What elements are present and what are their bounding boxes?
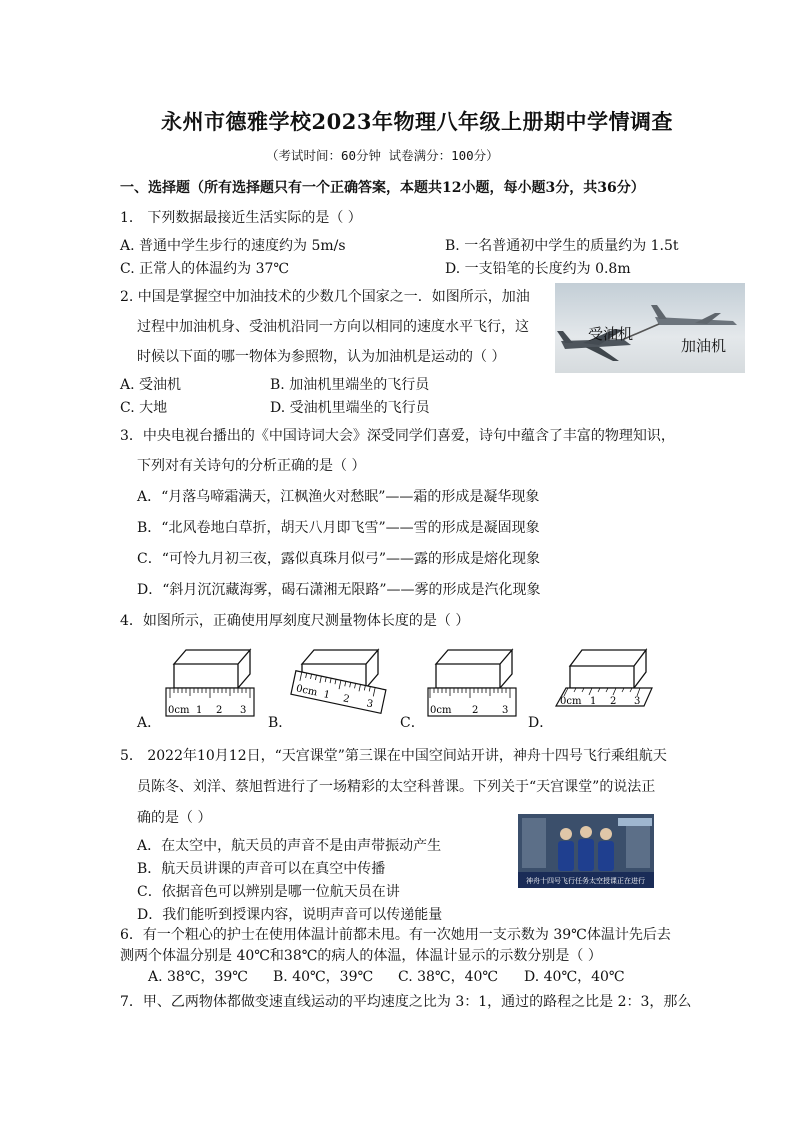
q5-line2: 员陈冬、刘洋、蔡旭哲进行了一场精彩的太空科普课。下列关于“天宫课堂”的说法正 <box>137 779 656 795</box>
q6-line1: 6．有一个粗心的护士在使用体温计前都未甩。有一次她用一支示数为 39℃体温计先后去 <box>120 927 671 943</box>
ruler-label-3: 3 <box>634 696 641 707</box>
q1-option-a: A. 普通中学生步行的速度约为 5m/s <box>120 238 346 254</box>
ruler-figure-d <box>552 644 656 724</box>
q3-option-a: A．“月落乌啼霜满天，江枫渔火对愁眠”——霜的形成是凝华现象 <box>137 489 540 505</box>
q5-line1: 5． 2022年10月12日，“天宫课堂”第三课在中国空间站开讲，神舟十四号飞行乘组航天 <box>120 748 667 764</box>
ruler-figure-b <box>288 644 388 724</box>
receiver-label: 受油机 <box>588 325 634 343</box>
ruler-label-2: 2 <box>610 696 617 707</box>
ruler-figure-c <box>422 644 522 724</box>
q4-option-c: C． <box>400 715 425 731</box>
exam-info: （考试时间：60分钟 试卷满分：100分） <box>266 148 499 163</box>
q1-option-b: B. 一名普通初中学生的质量约为 1.5t <box>445 238 679 254</box>
q3-option-c: C．“可怜九月初三夜，露似真珠月似弓”——露的形成是熔化现象 <box>137 551 541 567</box>
ruler-label-3: 3 <box>502 705 509 716</box>
ruler-label-0: 0cm <box>168 705 190 716</box>
q5-option-b: B．航天员讲课的声音可以在真空中传播 <box>137 861 386 877</box>
q5-option-d: D．我们能听到授课内容，说明声音可以传递能量 <box>137 907 443 923</box>
ruler-label-1: 1 <box>590 696 597 707</box>
q2-option-a: A. 受油机 <box>120 377 182 393</box>
ruler-label-2: 2 <box>341 693 351 706</box>
q6-option-b: B. 40℃，39℃ <box>273 969 374 985</box>
q6-option-a: A. 38℃，39℃ <box>148 969 248 985</box>
q4-stem: 4．如图所示，正确使用厚刻度尺测量物体长度的是（ ） <box>120 613 470 629</box>
q4-option-d: D． <box>528 715 554 731</box>
q2-line2: 过程中加油机身、受油机沿同一方向以相同的速度水平飞行，这 <box>137 319 529 335</box>
ruler-label-1: 1 <box>322 689 331 702</box>
page-title: 永州市德雅学校2023年物理八年级上册期中学情调查 <box>161 109 673 134</box>
photo-caption: 神舟十四号飞行任务太空授课正在进行 <box>526 877 645 885</box>
ruler-figure-a <box>160 644 260 724</box>
q2-line3: 时候以下面的哪一物体为参照物，认为加油机是运动的（ ） <box>137 349 506 365</box>
q2-option-d: D. 受油机里端坐的飞行员 <box>270 400 430 416</box>
q1-stem: 1． 下列数据最接近生活实际的是（ ） <box>120 210 362 226</box>
ruler-label-2: 2 <box>216 705 223 716</box>
ruler-label-0: 0cm <box>295 683 319 699</box>
q5-option-a: A．在太空中，航天员的声音不是由声带振动产生 <box>137 838 442 854</box>
q2-line1: 2. 中国是掌握空中加油技术的少数几个国家之一．如图所示，加油 <box>120 289 530 305</box>
q3-line2: 下列对有关诗句的分析正确的是（ ） <box>137 458 366 474</box>
ruler-label-3: 3 <box>240 705 247 716</box>
q6-option-d: D. 40℃，40℃ <box>524 969 625 985</box>
space-classroom-photo <box>518 814 654 888</box>
section-heading: 一、选择题（所有选择题只有一个正确答案，本题共12小题，每小题3分，共36分） <box>120 180 645 196</box>
ruler-label-2: 2 <box>472 705 479 716</box>
q3-line1: 3．中央电视台播出的《中国诗词大会》深受同学们喜爱，诗句中蕴含了丰富的物理知识， <box>120 428 675 444</box>
q5-line3: 确的是（ ） <box>137 810 212 826</box>
ruler-label-0: 0cm <box>430 705 452 716</box>
ruler-label-3: 3 <box>365 698 374 711</box>
q2-option-c: C. 大地 <box>120 400 168 416</box>
ruler-label-0: 0cm <box>560 696 582 707</box>
aircraft-icon <box>555 283 745 373</box>
q6-option-c: C. 38℃，40℃ <box>398 969 499 985</box>
q4-option-b: B． <box>268 715 293 731</box>
refueling-aircraft-image <box>555 283 745 373</box>
q4-option-a: A． <box>137 715 162 731</box>
q6-line2: 测两个体温分别是 40℃和38℃的病人的体温，体温计显示的示数分别是（ ） <box>120 948 602 964</box>
q7-line1: 7．甲、乙两物体都做变速直线运动的平均速度之比为 3：1，通过的路程之比是 2：3，那么 <box>120 994 692 1010</box>
ruler-label-1: 1 <box>196 705 203 716</box>
q3-option-b: B．“北风卷地白草折，胡天八月即飞雪”——雪的形成是凝固现象 <box>137 520 540 536</box>
q2-option-b: B. 加油机里端坐的飞行员 <box>270 377 430 393</box>
tanker-label: 加油机 <box>681 337 727 355</box>
q1-option-c: C. 正常人的体温约为 37℃ <box>120 261 290 277</box>
q5-option-c: C．依据音色可以辨别是哪一位航天员在讲 <box>137 884 400 900</box>
q1-option-d: D. 一支铅笔的长度约为 0.8m <box>445 261 631 277</box>
q3-option-d: D．“斜月沉沉藏海雾，碣石潇湘无限路”——雾的形成是汽化现象 <box>137 582 541 598</box>
